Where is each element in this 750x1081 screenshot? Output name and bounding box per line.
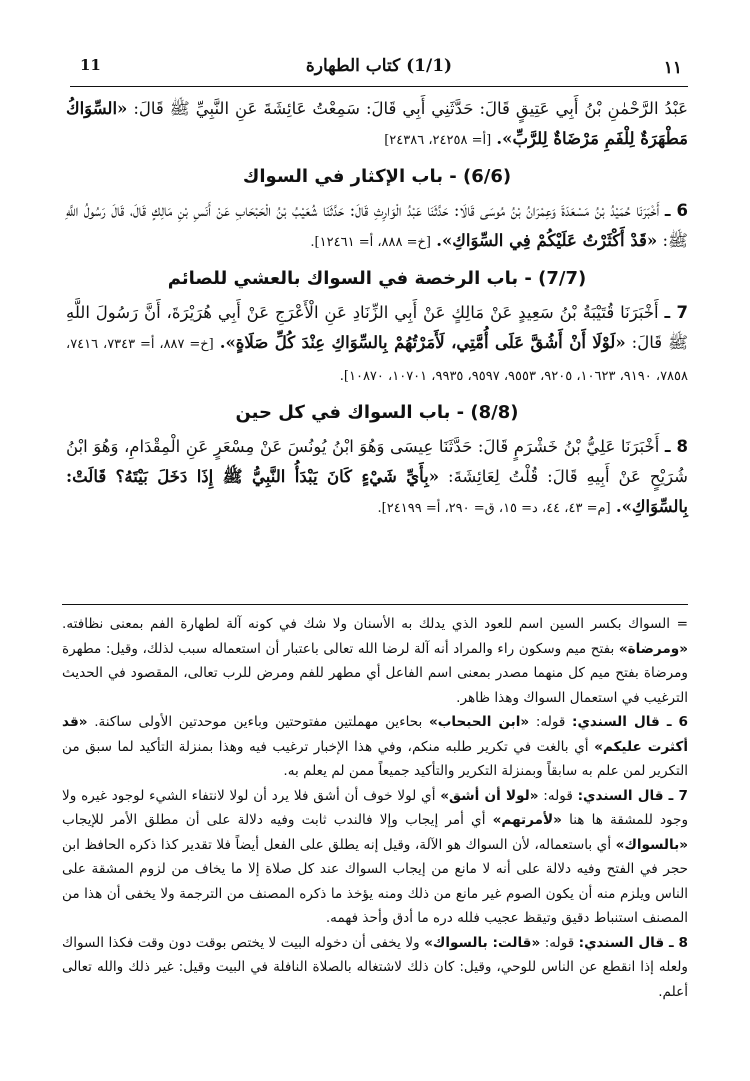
hadith-5-isnad: عَبْدُ الرَّحْمٰنِ بْنُ أَبِي عَتِيقٍ قَالَ: حَدَّثَنِي أَبِي قَالَ: سَمِعْتُ عَائِشَةَ عَنِ النَّبِيِّ ﷺ قَالَ:: [133, 99, 689, 118]
footnote-7-text-b: أي أمر إيجاب وإلا فالندب ثابت وفيه دلالة على أن مطلق الأمر للإيجاب: [62, 812, 486, 828]
hadith-7: [66, 298, 688, 392]
chapter-heading-6: (6/6) - باب الإكثار في السواك: [242, 166, 512, 187]
hadith-7-number: 7 ـ: [664, 303, 688, 322]
footnote-6-qawl: قوله:: [535, 714, 566, 730]
hadith-8-isnad: أَخْبَرَنَا عَلِيُّ بْنُ خَشْرَمٍ قَالَ: حَدَّثَنَا عِيسَى وَهُوَ ابْنُ يُونُسَ عَنْ مِسْعَرٍ عَنِ الْمِقْدَامِ، وَهُوَ ابْنُ شُرَيْحٍ عَنْ أَبِيهِ قَالَ: قُلْتُ لِعَائِشَةَ:: [66, 437, 688, 486]
page-number-left: 11: [80, 56, 101, 74]
hadith-6: [66, 196, 688, 258]
running-title: (1/1) كتاب الطهارة: [305, 56, 453, 76]
page-number-right: ١١: [663, 58, 682, 78]
page-header: [70, 52, 688, 87]
hadith-8-matn: «بِأَيِّ شَيْءٍ كَانَ يَبْدَأُ النَّبِيُّ ﷺ إِذَا دَخَلَ بَيْتَهُ؟ قَالَتْ: بِالسِّوَاكِ».: [66, 467, 688, 516]
footnote-divider: [62, 604, 688, 605]
hadith-6-matn: «قَدْ أَكْثَرْتُ عَلَيْكُمْ فِي السِّوَاكِ».: [436, 231, 658, 250]
hadith-5-matn: «السِّوَاكُ مَطْهَرَةٌ لِلْفَمِ مَرْضَاةٌ لِلرَّبِّ».: [66, 99, 688, 148]
chapter-heading-7: (7/7) - باب الرخصة في السواك بالعشي للصائم: [167, 268, 587, 289]
footnote-7-qawl: قوله:: [543, 787, 573, 804]
footnote-6-keyword-2: «قد أكثرت عليكم»: [62, 714, 688, 755]
hadith-7-refs: [خ= ٨٨٧، أ= ٧٣٤٣، ٧٤١٦، ٧٨٥٨، ٩١٩٠، ١٠٦٢٣، ٩٢٠٥، ٩٥٥٣، ٩٥٩٧، ٩٩٣٥، ١٠٧٠١، ١٠٨٧٠].: [66, 337, 688, 384]
hadith-6-isnad: أَخْبَرَنَا حُمَيْدُ بْنُ مَسْعَدَةَ وَعِمْرَانُ بْنُ مُوسَى قَالَا: حَدَّثَنَا عَبْدُ الْوَارِثِ قَالَ: حَدَّثَنَا شُعَيْبُ بْنُ الْحَبْحَابِ عَنْ أَنَسِ بْنِ مَالِكٍ قَالَ، قَالَ رَسُولُ اللَّهِ ﷺ:: [66, 201, 688, 250]
footnote-6-text: بحاءين مهملتين مفتوحتين وباءين موحدتين الأولى ساكنة.: [94, 714, 423, 730]
footnote-8-text: ولا يخفى أن دخوله البيت لا يختص بوقت دون وقت فكذا السواك ولعله إذا انقطع عن الناس للوحي، وقيل: كان ذلك لاشتغاله بالصلاة النافلة في البيت وقيل: غير ذلك والله تعالى أعلم.: [62, 934, 688, 1000]
footnote-7-keyword-2: «لأمرتهم»: [492, 812, 562, 828]
footnote-7-text: أي لولا خوف أن أشق فلا يرد أن لولا لانتفاء الشيء لوجود غيره ولا وجود للمشقة ها هنا: [62, 787, 689, 828]
hadith-8-refs: [م= ٤٣، ٤٤، د= ١٥، ق= ٢٩٠، أ= ٢٤١٩٩].: [377, 501, 611, 516]
footnote-7-keyword: «لولا أن أشق»: [440, 787, 539, 804]
footnote-5-text-b: بفتح ميم وسكون راء والمراد أنه آلة لرضا الله تعالى باعتبار أن استعماله سبب لذلك، وقيل: مطهرة ومرضاة بفتح ميم كل منهما مصدر بمعنى اسم الفاعل أي مطهر للفم ومرض للرب تعالى، المقصود في الحديث الترغيب في استعمال السواك وهذا ظاهر.: [62, 640, 688, 706]
footnote-6-text-b: أي بالغت في تكرير طلبه منكم، وفي هذا الإخبار ترغيب فيه وهذا بمنزلة التأكيد لما سبق من التكرير لمن علم به سابقاً وبمنزلة التكرير والتأكيد جميعاً ممن لم يعلم به.: [62, 738, 688, 779]
footnote-5-keyword: «ومرضاة»: [618, 640, 688, 657]
hadith-8: [66, 432, 688, 524]
footnote-8-keyword: «قالت: بالسواك»: [424, 934, 541, 951]
footnote-6: [62, 710, 688, 784]
footnote-7: [62, 784, 688, 931]
footnote-5-text: = السواك بكسر السين اسم للعود الذي يدلك به الأسنان ولا شك في كونه آلة لطهارة الفم بمعنى نظافته.: [62, 616, 688, 632]
footnote-5: [62, 612, 688, 710]
footnote-6-label: 6 ـ قال السندي:: [572, 714, 688, 730]
footnote-7-label: 7 ـ قال السندي:: [577, 787, 688, 804]
hadith-5-refs: [أ= ٢٤٢٥٨، ٢٤٣٨٦]: [384, 133, 492, 148]
main-text: [66, 94, 688, 524]
footnote-8-label: 8 ـ قال السندي:: [578, 934, 688, 951]
footnote-8: [62, 931, 688, 1005]
footnote-7-text-c: أي باستعماله، لأن السواك هو الآلة، وقيل إنه يطلق على الفعل أيضاً فلا تقدير كذا ذكره الحافظ ابن حجر في الفتح وفيه دلالة على أنه لا مانع من إيجاب السواك عند كل صلاة إلا ما يخاف من لزوم المشقة على الناس ويلزم منه أن يكون الصوم غير مانع من ذلك ومنه يؤخذ ما ذكره المصنف من الترجمة ولا يخفى أن هذا من المصنف استنباط دقيق وتيقظ عجيب فلله دره ما أدق وأحذ فهمه.: [62, 836, 688, 926]
hadith-6-number: 6 ـ: [664, 201, 688, 220]
hadith-7-matn: «لَوْلَا أَنْ أَشُقَّ عَلَى أُمَّتِي، لَأَمَرْتُهُمْ بِالسِّوَاكِ عِنْدَ كُلِّ صَلَاةٍ».: [219, 333, 626, 352]
hadith-7-isnad: أَخْبَرَنَا قُتَيْبَةُ بْنُ سَعِيدٍ عَنْ مَالِكٍ عَنْ أَبِي الزِّنَادِ عَنِ الْأَعْرَجِ عَنْ أَبِي هُرَيْرَةَ، أَنَّ رَسُولَ اللَّهِ ﷺ قَالَ:: [66, 303, 689, 352]
footnote-6-keyword: «ابن الحبحاب»: [428, 714, 530, 730]
footnotes: [62, 612, 688, 1004]
hadith-6-refs: [خ= ٨٨٨، أ= ١٢٤٦١].: [310, 235, 431, 250]
footnote-8-qawl: قوله:: [544, 934, 575, 951]
footnote-7-keyword-3: «بالسواك»: [615, 836, 689, 853]
hadith-8-number: 8 ـ: [664, 437, 689, 456]
chapter-heading-8: (8/8) - باب السواك في كل حين: [235, 402, 519, 423]
hadith-5-continuation: [66, 94, 688, 156]
